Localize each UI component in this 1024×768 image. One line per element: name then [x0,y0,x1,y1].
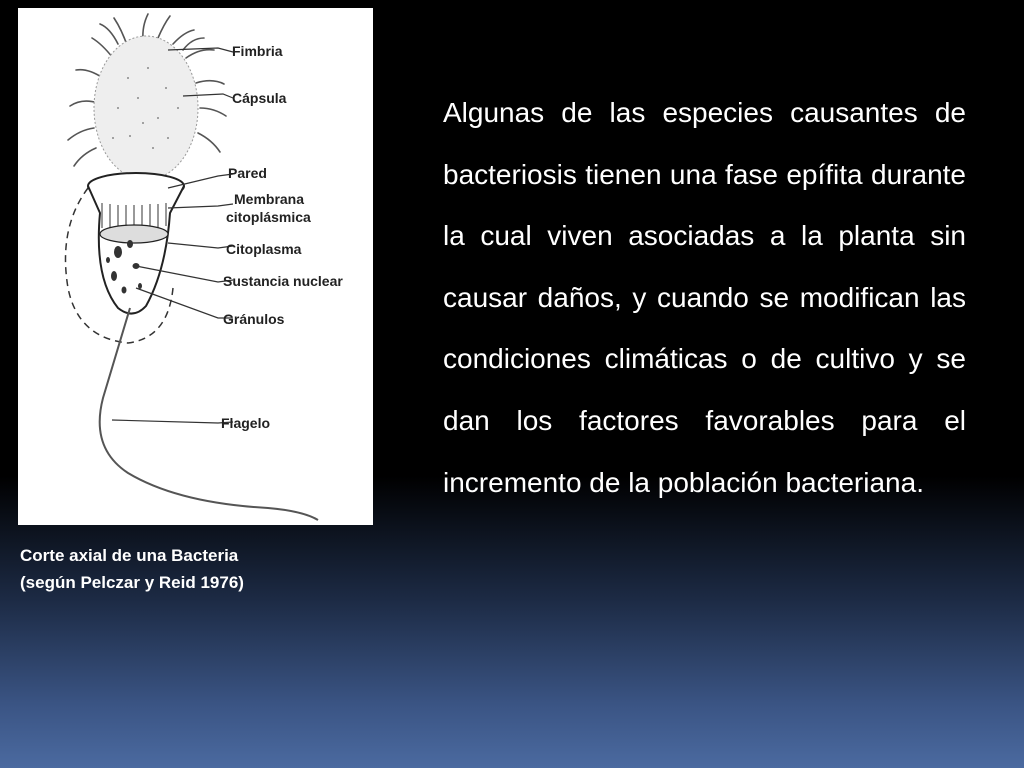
label-citoplasma: Citoplasma [226,241,302,257]
cytoplasm-face [100,225,168,243]
label-sustancia-nuclear: Sustancia nuclear [223,273,343,289]
figure-caption [20,542,380,596]
bacteria-illustration [18,8,373,525]
label-pared: Pared [228,165,267,181]
capsule [94,36,198,180]
caption-line-1: Corte axial de una Bacteria [20,546,239,565]
flagellum [100,308,318,520]
label-citoplasmica: citoplásmica [226,209,311,225]
body-paragraph: Algunas de las especies causantes de bacteriosis tienen una fase epífita durante la cual viven asociadas a la planta sin causar daños, y cuando se modifican las condiciones climáticas o de cultivo y se dan los factores favorables para el incremento de la población bacteriana. [443,97,966,498]
label-granulos: Gránulos [223,311,285,327]
label-flagelo: Flagelo [221,415,271,431]
label-membrana: Membrana [234,191,305,207]
caption-line-2: (según Pelczar y Reid 1976) [20,573,244,592]
bacteria-diagram [18,8,373,525]
label-fimbria: Fimbria [232,43,283,59]
label-capsula: Cápsula [232,90,287,106]
